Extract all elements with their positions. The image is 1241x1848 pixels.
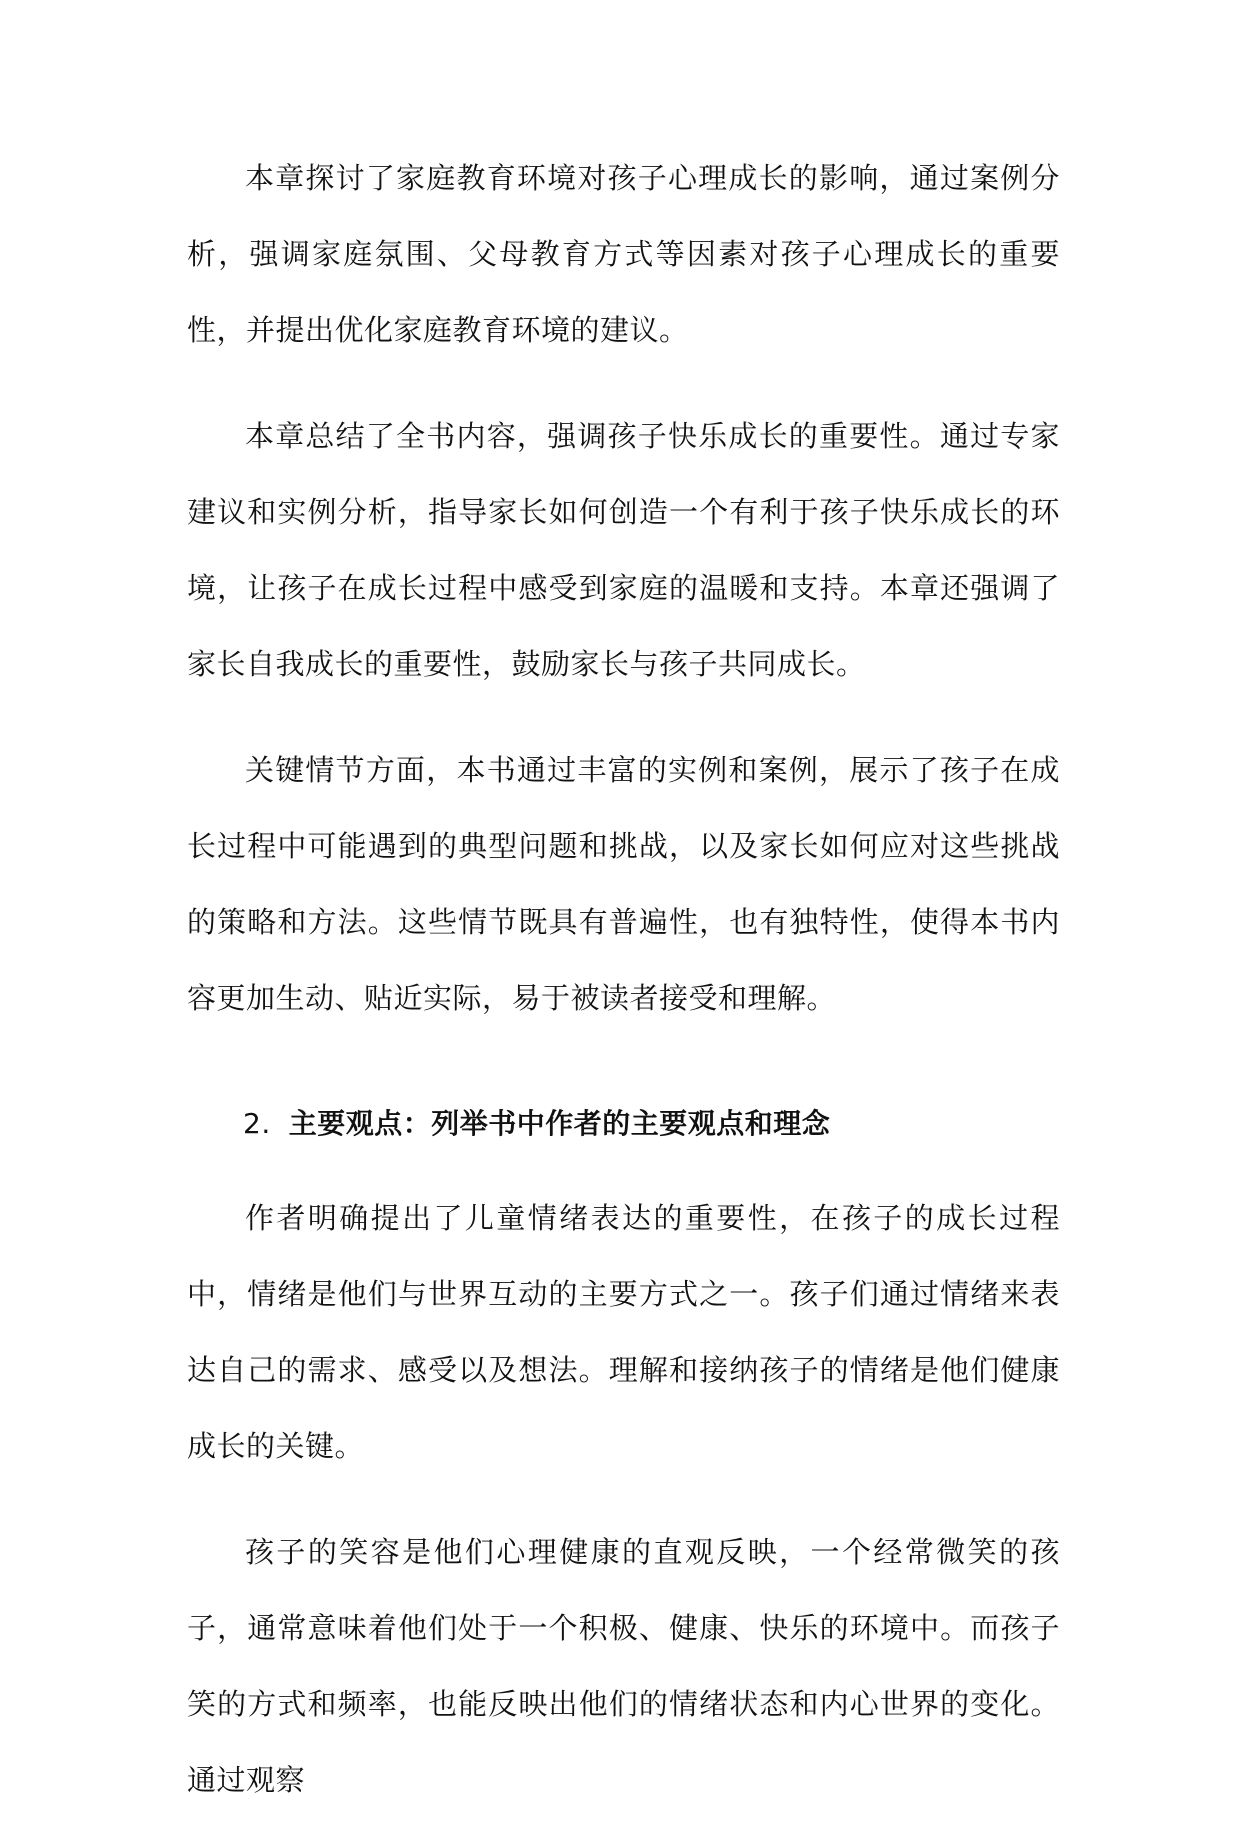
section-number: 2. (243, 1107, 271, 1140)
paragraph-key-plots: 关键情节方面，本书通过丰富的实例和案例，展示了孩子在成长过程中可能遇到的典型问题和挑战，以及家长如何应对这些挑战的策略和方法。这些情节既具有普遍性，也有独特性，使得本书内容更加生动、贴近实际，易于被读者接受和理解。 (187, 753, 1060, 1015)
section-heading (187, 1086, 1060, 1162)
document-body (187, 140, 1060, 1848)
paragraph-child-smile: 孩子的笑容是他们心理健康的直观反映，一个经常微笑的孩子，通常意味着他们处于一个积极、健康、快乐的环境中。而孩子笑的方式和频率，也能反映出他们的情绪状态和内心世界的变化。通过观察 (187, 1535, 1060, 1797)
paragraph-book-summary: 本章总结了全书内容，强调孩子快乐成长的重要性。通过专家建议和实例分析，指导家长如何创造一个有利于孩子快乐成长的环境，让孩子在成长过程中感受到家庭的温暖和支持。本章还强调了家长自我成长的重要性，鼓励家长与孩子共同成长。 (187, 419, 1060, 681)
paragraph-family-environment: 本章探讨了家庭教育环境对孩子心理成长的影响，通过案例分析，强调家庭氛围、父母教育方式等因素对孩子心理成长的重要性，并提出优化家庭教育环境的建议。 (187, 161, 1060, 347)
paragraph-emotional-expression: 作者明确提出了儿童情绪表达的重要性，在孩子的成长过程中，情绪是他们与世界互动的主要方式之一。孩子们通过情绪来表达自己的需求、感受以及想法。理解和接纳孩子的情绪是他们健康成长的关键。 (187, 1201, 1060, 1463)
section-title: 主要观点：列举书中作者的主要观点和理念 (288, 1107, 831, 1140)
